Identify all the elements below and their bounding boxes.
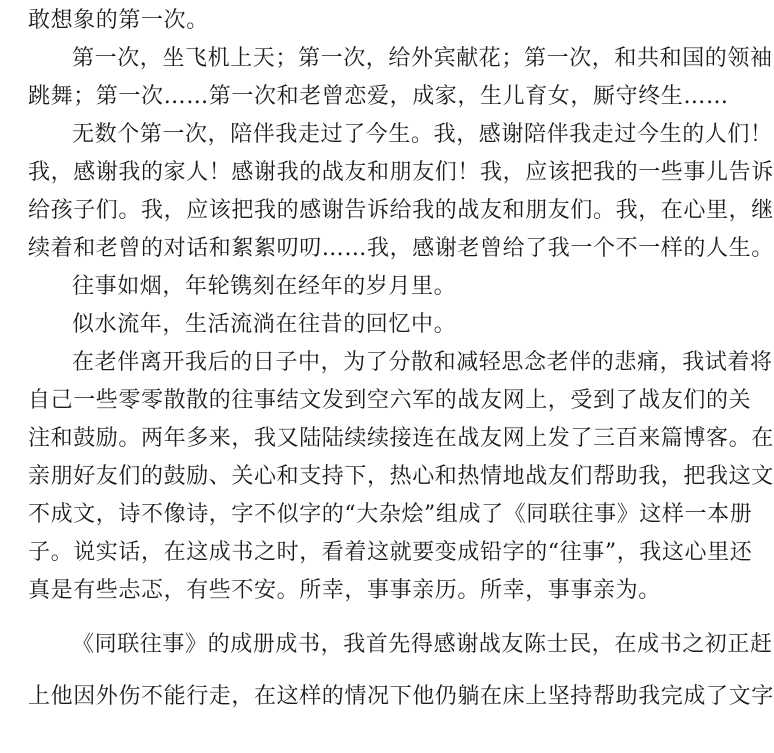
paragraph-first-line: 往事如烟，年轮镌刻在经年的岁月里。 (72, 274, 457, 299)
paragraph-first-line: 无数个第一次，陪伴我走过了今生。我，感谢陪伴我走过今生的人们！ (72, 122, 773, 147)
paragraph-first-line: 似水流年，生活流淌在往昔的回忆中。 (72, 312, 457, 337)
paragraph-first-line: 在老伴离开我后的日子中，为了分散和减轻思念老伴的悲痛，我试着将 (72, 350, 773, 375)
text-line: 亲朋好友们的鼓励、关心和支持下，热心和热情地战友们帮助我，把我这文 (28, 464, 774, 489)
text-line: 续着和老曾的对话和絮絮叨叨……我，感谢老曾给了我一个不一样的人生。 (28, 236, 774, 261)
text-line: 给孩子们。我，应该把我的感谢告诉给我的战友和朋友们。我，在心里，继 (28, 198, 774, 223)
text-line: 我，感谢我的家人！感谢我的战友和朋友们！我，应该把我的一些事儿告诉 (28, 160, 774, 185)
text-line: 自己一些零零散散的往事结文发到空六军的战友网上，受到了战友们的关 (28, 388, 752, 413)
text-line: 子。说实话，在这成书之时，看着这就要变成铅字的“往事”，我这心里还 (28, 540, 753, 565)
text-line: 真是有些忐忑，有些不安。所幸，事事亲历。所幸，事事亲为。 (28, 578, 661, 603)
text-line: 不成文，诗不像诗，字不似字的“大杂烩”组成了《同联往事》这样一本册 (28, 502, 753, 527)
paragraph-first-line: 《同联往事》的成册成书，我首先得感谢战友陈士民，在成书之初正赶 (72, 632, 773, 657)
text-line: 跳舞；第一次……第一次和老曾恋爱，成家，生儿育女，厮守终生…… (28, 84, 729, 109)
text-line: 注和鼓励。两年多来，我又陆陆续续接连在战友网上发了三百来篇博客。在 (28, 426, 774, 451)
text-line: 敢想象的第一次。 (28, 8, 209, 33)
text-line: 上他因外伤不能行走，在这样的情况下他仍躺在床上坚持帮助我完成了文字 (28, 684, 774, 709)
paragraph-first-line: 第一次，坐飞机上天；第一次，给外宾献花；第一次，和共和国的领袖 (72, 46, 773, 71)
